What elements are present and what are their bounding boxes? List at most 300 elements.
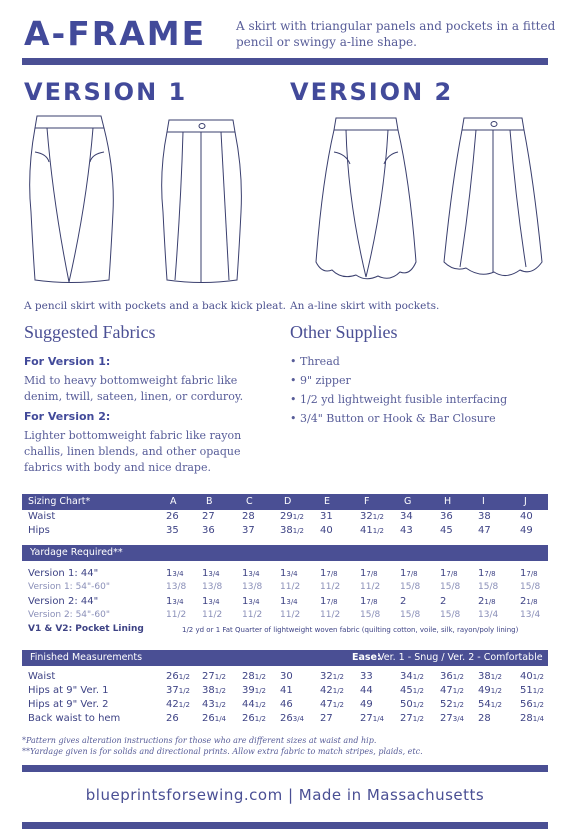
ease-label: Ease: (352, 652, 381, 663)
cell-fraction: 7/8 (484, 570, 496, 578)
cell-whole: 39 (242, 685, 255, 696)
table-cell (520, 685, 544, 696)
cell-fraction: 1/2 (254, 701, 266, 709)
table-cell (320, 713, 333, 724)
pocket-lining-label: V1 & V2: Pocket Lining (28, 624, 144, 634)
table-cell (478, 671, 502, 682)
cell-fraction: 5/8 (483, 582, 499, 592)
cell-whole: 42 (166, 699, 179, 710)
row-label: Hips (28, 525, 50, 536)
table-cell (242, 610, 262, 620)
supplies-list (290, 352, 507, 428)
cell-whole: 49 (360, 699, 373, 710)
table-cell (400, 525, 413, 536)
cell-whole: 1 (202, 568, 209, 579)
table-cell (242, 713, 266, 724)
table-cell (440, 525, 453, 536)
cell-fraction: 7/8 (366, 598, 378, 606)
table-cell (202, 685, 226, 696)
cell-whole: 27 (400, 713, 413, 724)
table-cell (202, 525, 215, 536)
cell-whole: 44 (360, 685, 373, 696)
cell-fraction: 1/2 (412, 673, 424, 681)
cell-whole: 1 (440, 568, 447, 579)
cell-whole: 1 (166, 568, 173, 579)
table-cell (400, 671, 424, 682)
table-cell (400, 713, 424, 724)
cell-whole: 28 (478, 713, 491, 724)
supply-item: • Thread (290, 352, 507, 371)
table-cell (280, 525, 304, 536)
cell-fraction: 1/2 (332, 673, 344, 681)
cell-fraction: 1/4 (372, 715, 384, 723)
cell-fraction: 1/2 (490, 701, 502, 709)
version2-heading: VERSION 2 (290, 78, 454, 106)
table-cell (280, 596, 298, 607)
cell-whole: 1 (280, 582, 286, 592)
table-cell (520, 610, 540, 620)
cell-fraction: 3/8 (207, 582, 223, 592)
cell-fraction: 3/4 (292, 715, 304, 723)
size-column-header: J (524, 496, 527, 507)
cell-fraction: 3/4 (483, 610, 499, 620)
cell-whole: 36 (440, 511, 453, 522)
cell-whole: 41 (280, 685, 293, 696)
table-cell (520, 511, 533, 522)
cell-fraction: 1/4 (532, 715, 544, 723)
cell-whole: 56 (520, 699, 533, 710)
cell-fraction: 5/8 (525, 582, 541, 592)
table-cell (320, 699, 344, 710)
cell-whole: 26 (166, 713, 179, 724)
pattern-description: A skirt with triangular panels and pockets in a fitted pencil or swingy a-line shape. (236, 19, 556, 49)
table-cell (320, 671, 344, 682)
size-column-header: A (170, 496, 177, 507)
table-cell (202, 568, 220, 579)
table-cell (520, 713, 544, 724)
cell-fraction: 1/2 (325, 610, 341, 620)
cell-whole: 1 (360, 568, 367, 579)
cell-whole: 1 (280, 568, 287, 579)
cell-whole: 34 (400, 511, 413, 522)
cell-fraction: 1/2 (532, 701, 544, 709)
cell-whole: 1 (360, 596, 367, 607)
cell-whole: 38 (280, 525, 293, 536)
table-cell (360, 596, 378, 607)
cell-fraction: 1/2 (292, 513, 304, 521)
cell-fraction: 3/8 (171, 582, 187, 592)
cell-whole: 1 (166, 596, 173, 607)
version2-front-illustration (312, 112, 420, 287)
table-cell (320, 511, 333, 522)
size-column-header: B (206, 496, 213, 507)
finished-row (22, 698, 548, 712)
cell-whole: 42 (320, 685, 333, 696)
cell-whole: 26 (280, 713, 293, 724)
cell-fraction: 1/2 (412, 715, 424, 723)
cell-fraction: 1/2 (490, 673, 502, 681)
table-cell (166, 671, 190, 682)
row-label: Waist (28, 671, 56, 682)
cell-whole: 1 (242, 568, 249, 579)
cell-fraction: 1/2 (254, 715, 266, 723)
cell-whole: 40 (520, 511, 533, 522)
row-label: Version 1: 44" (28, 568, 99, 579)
table-cell (242, 699, 266, 710)
table-cell (202, 610, 222, 620)
table-cell (400, 596, 406, 607)
footnote-yardage: **Yardage given is for solids and directional prints. Allow extra fabric to match stripes, plaids, etc. (22, 747, 423, 756)
table-cell (166, 511, 179, 522)
size-column-header: H (444, 496, 452, 507)
header-rule (22, 58, 548, 65)
table-cell (280, 610, 300, 620)
cell-whole: 27 (320, 713, 333, 724)
cell-whole: 36 (440, 671, 453, 682)
cell-fraction: 1/2 (412, 701, 424, 709)
table-cell (360, 582, 380, 592)
table-cell (440, 568, 458, 579)
cell-whole: 26 (242, 713, 255, 724)
table-cell (280, 582, 300, 592)
table-cell (478, 685, 502, 696)
cell-whole: 43 (202, 699, 215, 710)
table-cell (202, 511, 215, 522)
size-column-header: F (364, 496, 370, 507)
sizing-chart (22, 494, 548, 538)
table-cell (440, 610, 460, 620)
cell-fraction: 1/2 (254, 687, 266, 695)
table-cell (440, 685, 464, 696)
cell-whole: 1 (520, 610, 526, 620)
cell-whole: 43 (400, 525, 413, 536)
cell-fraction: 7/8 (526, 570, 538, 578)
table-cell (400, 511, 413, 522)
cell-whole: 2 (520, 596, 527, 607)
cell-whole: 40 (320, 525, 333, 536)
cell-fraction: 1/2 (372, 513, 384, 521)
cell-fraction: 1/2 (532, 687, 544, 695)
cell-whole: 1 (242, 610, 248, 620)
cell-fraction: 1/2 (452, 673, 464, 681)
cell-whole: 47 (440, 685, 453, 696)
table-cell (360, 685, 373, 696)
cell-fraction: 3/4 (172, 598, 184, 606)
cell-whole: 47 (320, 699, 333, 710)
cell-whole: 44 (242, 699, 255, 710)
cell-fraction: 1/2 (254, 673, 266, 681)
cell-whole: 27 (360, 713, 373, 724)
table-cell (280, 685, 293, 696)
table-cell (440, 511, 453, 522)
row-label: Hips at 9" Ver. 2 (28, 699, 109, 710)
table-cell (320, 568, 338, 579)
cell-whole: 2 (478, 596, 485, 607)
table-cell (242, 525, 255, 536)
supplies-heading: Other Supplies (290, 322, 398, 342)
cell-whole: 29 (280, 511, 293, 522)
table-cell (242, 582, 262, 592)
cell-whole: 1 (242, 582, 248, 592)
cell-whole: 26 (166, 671, 179, 682)
table-cell (280, 699, 293, 710)
cell-whole: 1 (202, 610, 208, 620)
cell-whole: 1 (478, 582, 484, 592)
table-cell (166, 525, 179, 536)
table-cell (360, 671, 373, 682)
cell-whole: 41 (360, 525, 373, 536)
cell-whole: 2 (400, 596, 407, 607)
table-cell (202, 699, 226, 710)
cell-fraction: 1/2 (325, 582, 341, 592)
cell-whole: 38 (478, 511, 491, 522)
cell-fraction: 1/2 (285, 582, 301, 592)
row-label: Version 1: 54"-60" (28, 582, 111, 592)
finished-header-row (22, 650, 548, 666)
cell-whole: 1 (166, 582, 172, 592)
table-cell (320, 596, 338, 607)
cell-whole: 36 (202, 525, 215, 536)
version2-caption: An a-line skirt with pockets. (290, 300, 440, 312)
yardage-row (22, 595, 548, 609)
row-label: Version 2: 44" (28, 596, 99, 607)
table-cell (400, 685, 424, 696)
table-cell (400, 610, 420, 620)
cell-fraction: 3/4 (248, 570, 260, 578)
table-cell (400, 699, 424, 710)
table-cell (242, 685, 266, 696)
cell-whole: 1 (520, 582, 526, 592)
table-cell (242, 511, 255, 522)
cell-whole: 1 (478, 610, 484, 620)
cell-fraction: 1/2 (247, 610, 263, 620)
cell-whole: 37 (166, 685, 179, 696)
size-column-header: C (246, 496, 253, 507)
cell-whole: 32 (320, 671, 333, 682)
cell-whole: 1 (520, 568, 527, 579)
cell-fraction: 1/2 (372, 527, 384, 535)
cell-fraction: 7/8 (366, 570, 378, 578)
sizing-row (22, 510, 548, 524)
table-cell (166, 610, 186, 620)
ease-text: Ver. 1 - Snug / Ver. 2 - Comfortable (378, 652, 543, 663)
table-cell (166, 699, 190, 710)
cell-whole: 1 (440, 610, 446, 620)
table-cell (520, 525, 533, 536)
row-label: Waist (28, 511, 56, 522)
cell-fraction: 5/8 (405, 610, 421, 620)
table-cell (280, 568, 298, 579)
cell-fraction: 3/4 (525, 610, 541, 620)
cell-fraction: 1/2 (171, 610, 187, 620)
yardage-header-label: Yardage Required** (30, 547, 123, 558)
cell-whole: 28 (242, 511, 255, 522)
yardage-row (22, 581, 548, 595)
footnote-sizing: *Pattern gives alteration instructions for those who are different sizes at waist and hip. (22, 736, 377, 745)
cell-fraction: 1/2 (292, 527, 304, 535)
cell-fraction: 1/2 (452, 687, 464, 695)
version2-back-illustration (440, 112, 546, 287)
cell-fraction: 3/4 (208, 570, 220, 578)
table-cell (166, 596, 184, 607)
cell-whole: 1 (320, 596, 327, 607)
table-cell (520, 568, 538, 579)
table-cell (202, 582, 222, 592)
cell-fraction: 5/8 (445, 610, 461, 620)
cell-fraction: 1/8 (526, 598, 538, 606)
table-cell (478, 525, 491, 536)
cell-fraction: 1/2 (365, 582, 381, 592)
table-cell (202, 713, 226, 724)
supply-item: • 3/4" Button or Hook & Bar Closure (290, 409, 507, 428)
cell-fraction: 1/2 (532, 673, 544, 681)
cell-whole: 1 (202, 582, 208, 592)
cell-whole: 1 (360, 582, 366, 592)
table-cell (320, 685, 344, 696)
cell-whole: 1 (202, 596, 209, 607)
table-cell (478, 699, 502, 710)
table-cell (202, 671, 226, 682)
cell-whole: 33 (360, 671, 373, 682)
finished-row (22, 712, 548, 726)
row-label: Version 2: 54"-60" (28, 610, 111, 620)
cell-fraction: 1/2 (452, 701, 464, 709)
cell-whole: 2 (440, 596, 447, 607)
cell-whole: 1 (280, 596, 287, 607)
table-cell (360, 713, 384, 724)
cell-whole: 28 (520, 713, 533, 724)
size-column-header: G (404, 496, 412, 507)
cell-whole: 46 (280, 699, 293, 710)
cell-fraction: 5/8 (405, 582, 421, 592)
cell-fraction: 7/8 (326, 598, 338, 606)
footer-text: blueprintsforsewing.com | Made in Massachusetts (85, 786, 485, 804)
cell-fraction: 7/8 (326, 570, 338, 578)
finished-row (22, 684, 548, 698)
table-cell (478, 713, 491, 724)
pattern-title: A-FRAME (24, 14, 207, 53)
table-cell (320, 525, 333, 536)
table-cell (478, 568, 496, 579)
table-cell (242, 568, 260, 579)
cell-fraction: 1/2 (285, 610, 301, 620)
cell-whole: 37 (242, 525, 255, 536)
cell-fraction: 7/8 (446, 570, 458, 578)
cell-whole: 34 (400, 671, 413, 682)
table-cell (166, 582, 186, 592)
table-cell (360, 610, 380, 620)
fabrics-heading: Suggested Fabrics (24, 322, 156, 342)
cell-whole: 51 (520, 685, 533, 696)
cell-whole: 1 (400, 568, 407, 579)
cell-fraction: 3/4 (452, 715, 464, 723)
cell-fraction: 3/4 (172, 570, 184, 578)
sizing-header-row (22, 494, 548, 510)
cell-fraction: 7/8 (406, 570, 418, 578)
cell-whole: 35 (166, 525, 179, 536)
footer-rule (22, 765, 548, 772)
table-cell (520, 671, 544, 682)
cell-fraction: 1/4 (214, 715, 226, 723)
fabrics-v2-title: For Version 2: (24, 410, 111, 423)
table-cell (242, 596, 260, 607)
table-cell (360, 525, 384, 536)
table-cell (280, 511, 304, 522)
cell-whole: 38 (202, 685, 215, 696)
cell-whole: 1 (320, 610, 326, 620)
cell-whole: 27 (202, 511, 215, 522)
table-cell (320, 610, 340, 620)
fabrics-v1-title: For Version 1: (24, 355, 111, 368)
cell-whole: 47 (478, 525, 491, 536)
cell-fraction: 1/2 (214, 673, 226, 681)
table-cell (360, 568, 378, 579)
cell-whole: 1 (280, 610, 286, 620)
finished-row (22, 670, 548, 684)
cell-fraction: 5/8 (365, 610, 381, 620)
cell-whole: 1 (360, 610, 366, 620)
size-column-header: E (324, 496, 331, 507)
version1-heading: VERSION 1 (24, 78, 188, 106)
cell-whole: 1 (320, 582, 326, 592)
table-cell (360, 699, 373, 710)
table-cell (440, 671, 464, 682)
size-column-header: D (284, 496, 292, 507)
cell-whole: 31 (320, 511, 333, 522)
cell-whole: 1 (166, 610, 172, 620)
table-cell (360, 511, 384, 522)
table-cell (478, 610, 498, 620)
cell-whole: 1 (478, 568, 485, 579)
cell-whole: 45 (400, 685, 413, 696)
table-cell (242, 671, 266, 682)
table-cell (320, 582, 340, 592)
table-cell (166, 568, 184, 579)
table-cell (520, 596, 538, 607)
cell-fraction: 1/2 (412, 687, 424, 695)
table-cell (400, 568, 418, 579)
cell-fraction: 3/4 (208, 598, 220, 606)
cell-fraction: 3/4 (248, 598, 260, 606)
cell-fraction: 1/2 (332, 701, 344, 709)
cell-fraction: 1/2 (178, 687, 190, 695)
cell-whole: 27 (440, 713, 453, 724)
cell-whole: 54 (478, 699, 491, 710)
finished-header-label: Finished Measurements (30, 652, 143, 663)
table-cell (280, 713, 304, 724)
row-label: Back waist to hem (28, 713, 121, 724)
cell-whole: 1 (320, 568, 327, 579)
cell-fraction: 1/2 (214, 687, 226, 695)
yardage-row (22, 609, 548, 623)
size-column-header: I (482, 496, 485, 507)
cell-whole: 1 (440, 582, 446, 592)
table-cell (440, 596, 446, 607)
yardage-table (22, 545, 548, 637)
fabrics-v2-text: Lighter bottomweight fabric like rayon challis, linen blends, and other opaque fabrics with body and nice drape. (24, 429, 242, 474)
supply-item: • 1/2 yd lightweight fusible interfacing (290, 390, 507, 409)
cell-fraction: 1/2 (332, 687, 344, 695)
cell-fraction: 1/2 (178, 701, 190, 709)
cell-whole: 26 (202, 713, 215, 724)
pocket-lining-text: 1/2 yd or 1 Fat Quarter of lightweight woven fabric (quilting cotton, voile, silk, rayon/poly lining) (182, 626, 519, 634)
sizing-header-label: Sizing Chart* (28, 496, 91, 507)
cell-fraction: 5/8 (445, 582, 461, 592)
table-cell (202, 596, 220, 607)
footer-bottom-rule (22, 822, 548, 829)
cell-whole: 49 (478, 685, 491, 696)
table-cell (520, 582, 540, 592)
